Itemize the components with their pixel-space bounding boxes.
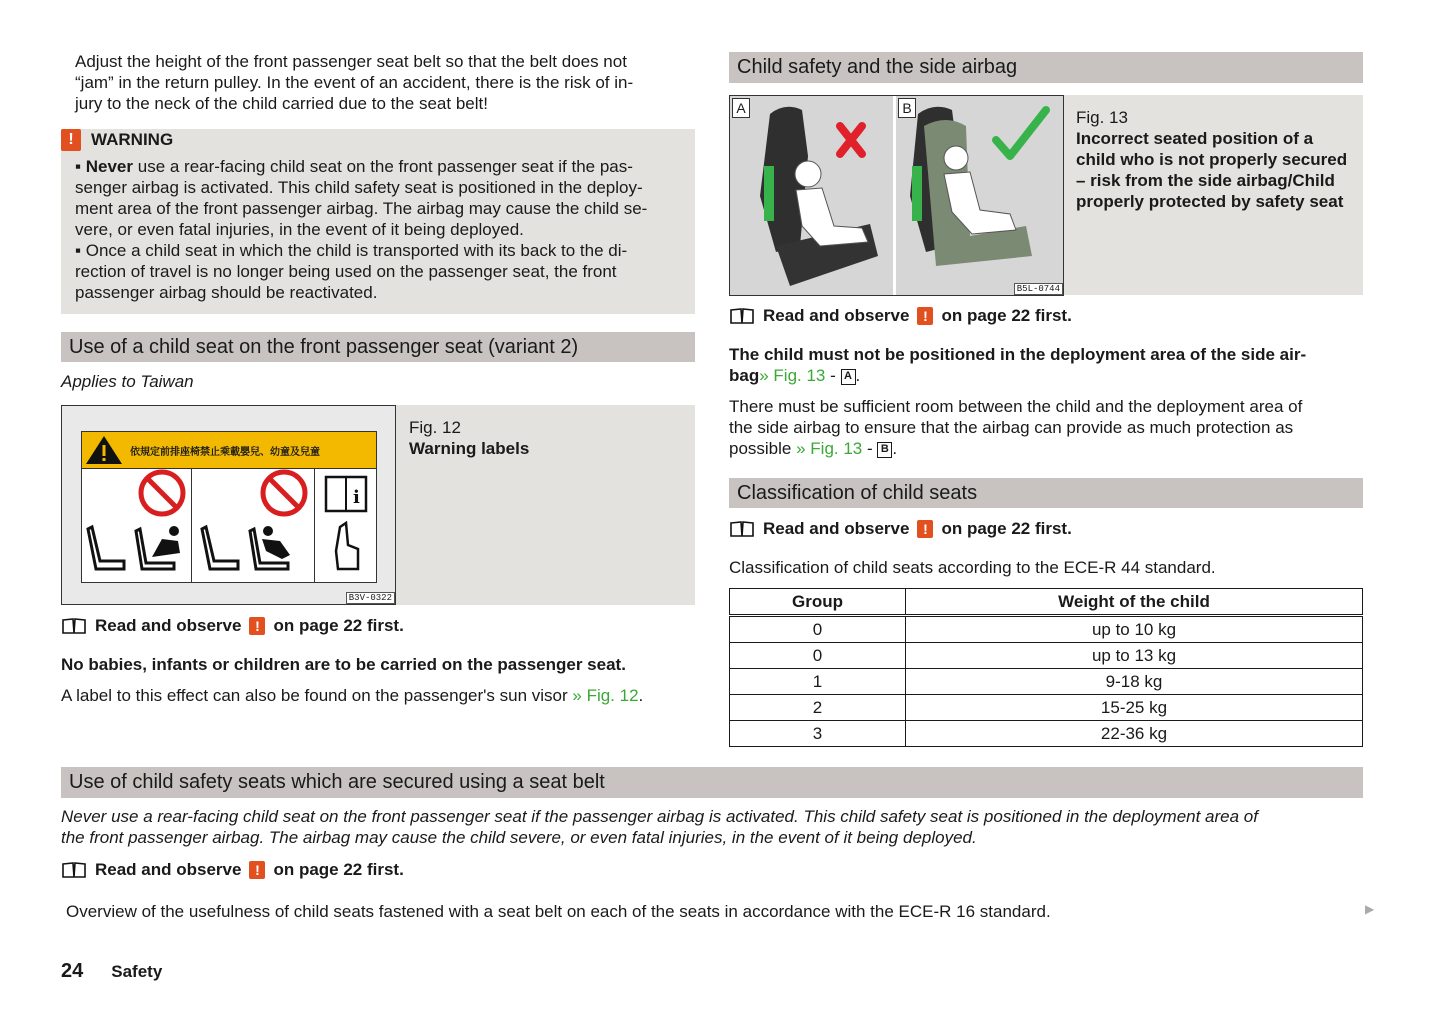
label-yellow-band bbox=[82, 432, 376, 468]
overview-paragraph: Overview of the usefulness of child seats fastened with a seat belt on each of the seats in accordance with the ECE-R 16 standard. bbox=[66, 902, 1051, 921]
warning-bullet-2-line: ▪ Once a child seat in which the child is transported with its back to the di- bbox=[75, 241, 628, 260]
read-observe-4 bbox=[61, 859, 404, 881]
footer-section: Safety bbox=[111, 962, 163, 981]
seat-belt-italic-note bbox=[61, 806, 1371, 848]
label-pictograms bbox=[82, 468, 376, 583]
table-row bbox=[730, 721, 1363, 747]
intro-paragraph bbox=[75, 51, 690, 114]
side-airbag-paragraph bbox=[729, 396, 1363, 459]
section-heading-variant2: Use of a child seat on the front passenger seat (variant 2) bbox=[61, 332, 695, 362]
read-observe-3 bbox=[729, 518, 1072, 540]
warning-mark-icon: ! bbox=[249, 617, 265, 635]
warning-text: Once a child seat in which the child is transported with its back to the di- bbox=[85, 241, 628, 260]
no-babies-statement: No babies, infants or children are to be carried on the passenger seat. bbox=[61, 655, 626, 674]
section-heading-classification: Classification of child seats bbox=[729, 478, 1363, 508]
read-observe-link[interactable]: on page 22 first. bbox=[273, 860, 404, 879]
warning-header bbox=[61, 129, 173, 151]
intro-line: “jam” in the return pulley. In the event of an accident, there is the risk of in- bbox=[75, 73, 634, 92]
figure-13b-panel bbox=[896, 96, 1063, 295]
section-heading-side-airbag: Child safety and the side airbag bbox=[729, 52, 1363, 83]
warning-line: ment area of the front passenger airbag. The airbag may cause the child se- bbox=[75, 199, 648, 218]
fig13-link[interactable]: » Fig. 13 bbox=[796, 439, 863, 458]
read-observe-link[interactable]: on page 22 first. bbox=[273, 616, 404, 635]
figure-13-caption-block bbox=[1076, 107, 1361, 212]
statement-line: bag» Fig. 13 - A . bbox=[729, 366, 861, 385]
ref-a-box: A bbox=[841, 369, 856, 385]
sun-visor-note bbox=[61, 685, 643, 706]
warning-icon: ! bbox=[61, 129, 81, 151]
dash: - bbox=[830, 366, 836, 385]
page-footer bbox=[61, 960, 162, 983]
group-cell: 3 bbox=[730, 721, 906, 747]
weight-cell: up to 13 kg bbox=[906, 643, 1363, 669]
warning-line: rection of travel is no longer being used on the passenger seat, the front bbox=[75, 262, 617, 281]
weight-cell: up to 10 kg bbox=[906, 616, 1363, 643]
figure-13-caption-line: properly protected by safety seat bbox=[1076, 192, 1344, 211]
paragraph-line: There must be sufficient room between the child and the deployment area of bbox=[729, 397, 1303, 416]
column-header-weight: Weight of the child bbox=[906, 589, 1363, 616]
warning-line: senger airbag is activated. This child safety seat is positioned in the deploy- bbox=[75, 178, 643, 197]
read-observe-link[interactable]: on page 22 first. bbox=[941, 519, 1072, 538]
figure-13-code: B5L-0744 bbox=[1014, 283, 1063, 295]
fig12-link[interactable]: » Fig. 12 bbox=[572, 686, 639, 705]
read-observe-text: Read and observe bbox=[763, 519, 910, 538]
table-row bbox=[730, 669, 1363, 695]
page-number: 24 bbox=[61, 960, 84, 982]
warning-mark-icon: ! bbox=[917, 307, 933, 325]
book-icon bbox=[61, 861, 87, 879]
figure-13-caption-line: Incorrect seated position of a bbox=[1076, 129, 1314, 148]
ref-b-box: B bbox=[877, 442, 892, 458]
classification-table bbox=[729, 588, 1363, 747]
paragraph-line: possible » Fig. 13 - B . bbox=[729, 439, 898, 458]
figure-13-number: Fig. 13 bbox=[1076, 108, 1128, 127]
warning-title: WARNING bbox=[91, 130, 174, 149]
book-icon bbox=[729, 307, 755, 325]
possible-text: possible bbox=[729, 439, 792, 458]
svg-text:i: i bbox=[353, 487, 360, 508]
hazard-triangle-icon bbox=[82, 433, 126, 467]
weight-cell: 15-25 kg bbox=[906, 695, 1363, 721]
warning-text: use a rear-facing child seat on the front passenger seat if the pas- bbox=[133, 157, 633, 176]
figure-12-caption: Warning labels bbox=[409, 439, 530, 458]
label-chinese-text: 依規定前排座椅禁止乘載嬰兒、幼童及兒童 bbox=[130, 446, 320, 458]
warning-line: passenger airbag should be reactivated. bbox=[75, 283, 378, 302]
classification-intro: Classification of child seats according to the ECE-R 44 standard. bbox=[729, 558, 1216, 577]
table-row bbox=[730, 616, 1363, 643]
applies-to: Applies to Taiwan bbox=[61, 372, 194, 391]
figure-13a-panel bbox=[730, 96, 896, 295]
figure-13b-label: B bbox=[898, 98, 916, 118]
group-cell: 2 bbox=[730, 695, 906, 721]
figure-12-code: B3V-0322 bbox=[346, 592, 395, 604]
warning-label-sticker bbox=[81, 431, 377, 583]
read-observe-2 bbox=[729, 305, 1072, 327]
warning-body bbox=[75, 156, 690, 303]
no-child-seat-icon bbox=[82, 469, 376, 583]
book-icon bbox=[729, 520, 755, 538]
read-observe-text: Read and observe bbox=[95, 860, 242, 879]
group-cell: 0 bbox=[730, 643, 906, 669]
warning-mark-icon: ! bbox=[917, 520, 933, 538]
seat-without-child-seat-illustration bbox=[730, 96, 893, 295]
dash: - bbox=[867, 439, 873, 458]
figure-13-image bbox=[729, 95, 1064, 296]
book-icon bbox=[61, 617, 87, 635]
column-header-group: Group bbox=[730, 589, 906, 616]
read-observe-link[interactable]: on page 22 first. bbox=[941, 306, 1072, 325]
table-row bbox=[730, 695, 1363, 721]
warning-bullet-1-line: ▪ Never use a rear-facing child seat on the front passenger seat if the pas- bbox=[75, 157, 633, 176]
read-observe-text: Read and observe bbox=[763, 306, 910, 325]
figure-12-image bbox=[61, 405, 396, 605]
table-row bbox=[730, 643, 1363, 669]
figure-13-caption-line: – risk from the side airbag/Child bbox=[1076, 171, 1335, 190]
section-heading-seat-belt: Use of child safety seats which are secured using a seat belt bbox=[61, 767, 1363, 798]
group-cell: 0 bbox=[730, 616, 906, 643]
table-header-row bbox=[730, 589, 1363, 616]
group-cell: 1 bbox=[730, 669, 906, 695]
side-airbag-statement bbox=[729, 344, 1363, 386]
weight-cell: 9-18 kg bbox=[906, 669, 1363, 695]
italic-line: the front passenger airbag. The airbag may cause the child severe, or even fatal injuries, in the event of it being deployed. bbox=[61, 828, 977, 847]
warning-line: vere, or even fatal injuries, in the event of it being deployed. bbox=[75, 220, 524, 239]
fig13-link[interactable]: » Fig. 13 bbox=[759, 366, 826, 385]
seat-with-child-seat-illustration bbox=[896, 96, 1063, 295]
figure-13a-label: A bbox=[732, 98, 750, 118]
warning-never: Never bbox=[85, 157, 134, 176]
note-text: A label to this effect can also be found on the passenger's sun visor bbox=[61, 686, 568, 705]
statement-line: The child must not be positioned in the deployment area of the side air- bbox=[729, 345, 1307, 364]
read-observe-1 bbox=[61, 615, 404, 637]
statement-bag: bag bbox=[729, 366, 760, 385]
next-page-arrow-icon[interactable]: ▶ bbox=[1365, 902, 1375, 916]
intro-line: jury to the neck of the child carried due to the seat belt! bbox=[75, 94, 488, 113]
read-observe-text: Read and observe bbox=[95, 616, 242, 635]
figure-12-number: Fig. 12 bbox=[409, 418, 461, 437]
warning-mark-icon: ! bbox=[249, 861, 265, 879]
note-end: . bbox=[638, 686, 644, 705]
weight-cell: 22-36 kg bbox=[906, 721, 1363, 747]
intro-line: Adjust the height of the front passenger seat belt so that the belt does not bbox=[75, 52, 627, 71]
figure-13-caption-line: child who is not properly secured bbox=[1076, 150, 1348, 169]
italic-line: Never use a rear-facing child seat on the front passenger seat if the passenger airbag is activated. This child safety seat is positioned in the deployment area of bbox=[61, 807, 1258, 826]
paragraph-line: the side airbag to ensure that the airbag can provide as much protection as bbox=[729, 418, 1294, 437]
warning-box bbox=[61, 129, 695, 314]
